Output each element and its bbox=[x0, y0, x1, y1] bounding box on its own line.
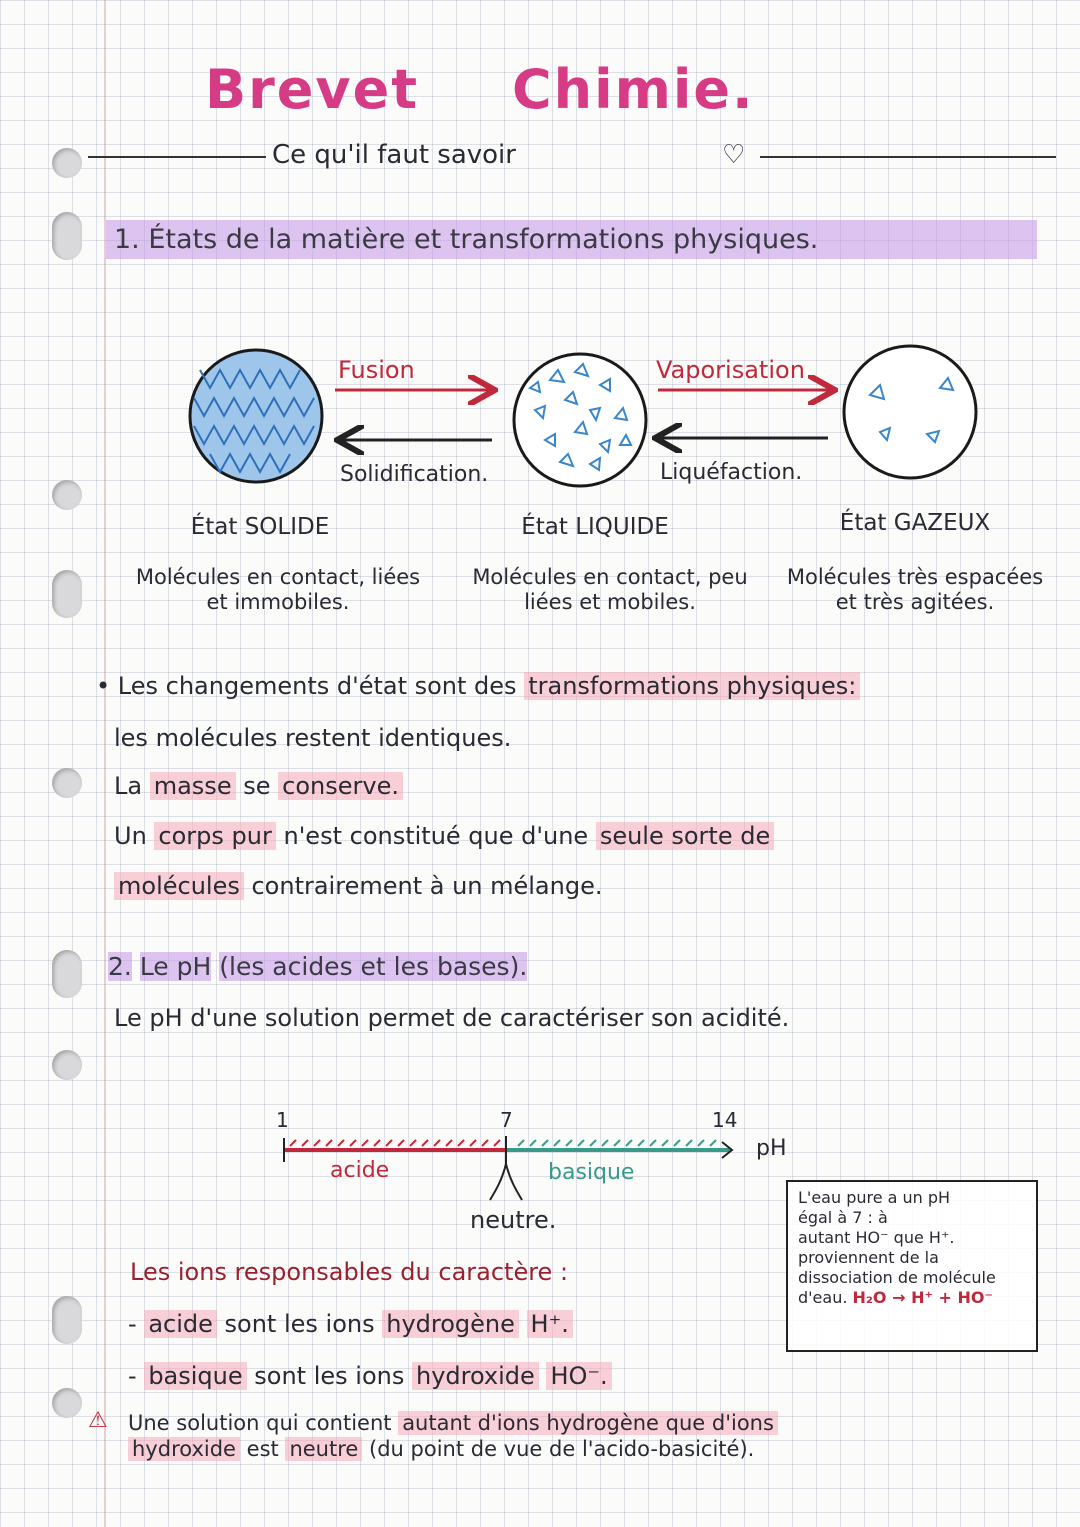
liquefaction-label: Liquéfaction. bbox=[660, 460, 803, 485]
neutral-label: neutre. bbox=[470, 1206, 557, 1234]
highlight-seule-sorte: seule sorte de bbox=[596, 822, 774, 850]
binder-hole bbox=[52, 570, 82, 618]
solid-circle bbox=[190, 350, 322, 482]
gas-circle bbox=[844, 346, 976, 478]
base-hatch bbox=[518, 1140, 716, 1146]
bullet-line-4 bbox=[114, 822, 774, 851]
vaporisation-label: Vaporisation bbox=[656, 356, 805, 384]
bullet-text-start: Les changements d'état sont des bbox=[117, 672, 517, 700]
text: sont les ions bbox=[254, 1362, 405, 1390]
binder-hole bbox=[52, 1296, 82, 1344]
warning-highlight: hydroxide bbox=[128, 1437, 240, 1461]
state-gas-description: Molécules très espacées et très agitées. bbox=[786, 565, 1044, 615]
binder-hole bbox=[52, 950, 82, 998]
heart-outline-icon: ♡ bbox=[722, 140, 746, 170]
ion-base-label: basique bbox=[144, 1362, 246, 1390]
text: est bbox=[246, 1437, 279, 1462]
text: se bbox=[243, 772, 271, 800]
text: n'est constitué que d'une bbox=[283, 822, 589, 850]
bullet-line-5 bbox=[114, 872, 602, 901]
box-line: L'eau pure a un pH bbox=[798, 1188, 951, 1207]
states-diagram bbox=[180, 340, 1060, 500]
state-liquid-description: Molécules en contact, peu liées et mobiles. bbox=[472, 565, 748, 615]
highlight-conserve: conserve. bbox=[278, 772, 403, 800]
dash: - bbox=[128, 1362, 137, 1390]
binder-hole bbox=[52, 768, 82, 798]
water-note-box bbox=[786, 1180, 1038, 1352]
dash: - bbox=[128, 1310, 137, 1338]
warning-text bbox=[128, 1410, 778, 1463]
text: Une solution qui contient bbox=[128, 1411, 392, 1435]
scale-mid-label: 7 bbox=[500, 1108, 513, 1132]
warning-highlight-neutre: neutre bbox=[285, 1437, 362, 1461]
text: Un bbox=[114, 822, 147, 850]
fusion-label: Fusion bbox=[338, 356, 415, 384]
neutral-pointer bbox=[490, 1164, 522, 1200]
state-liquid-name: État LIQUIDE bbox=[521, 514, 669, 540]
binder-hole bbox=[52, 148, 82, 178]
scale-min-label: 1 bbox=[276, 1108, 289, 1132]
section-2-title: Le pH bbox=[139, 952, 212, 981]
subtitle-rule-right bbox=[760, 156, 1056, 158]
warning-triangle-icon: ⚠ bbox=[88, 1408, 108, 1433]
box-line: autant HO⁻ que H⁺. bbox=[798, 1228, 955, 1247]
ion-acid-label: acide bbox=[144, 1310, 217, 1338]
liquid-circle bbox=[514, 354, 646, 486]
ion-base-symbol: HO⁻. bbox=[546, 1362, 611, 1390]
ion-acid-symbol: H⁺. bbox=[527, 1310, 573, 1338]
bullet-dot: • bbox=[96, 672, 111, 700]
base-label: basique bbox=[548, 1160, 635, 1185]
ion-acid-name: hydrogène bbox=[382, 1310, 519, 1338]
box-line: égal à 7 : à bbox=[798, 1208, 888, 1227]
section-1-heading: 1. États de la matière et transformations physiques. bbox=[106, 220, 1037, 259]
acid-hatch bbox=[290, 1140, 500, 1146]
ions-intro: Les ions responsables du caractère : bbox=[130, 1258, 569, 1286]
state-solid-description: Molécules en contact, liées et immobiles. bbox=[135, 565, 421, 615]
subtitle: Ce qu'il faut savoir bbox=[272, 140, 516, 170]
binder-hole bbox=[52, 1050, 82, 1080]
ion-base-line bbox=[128, 1362, 612, 1391]
warning-line-2 bbox=[128, 1436, 778, 1462]
highlight-corps-pur: corps pur bbox=[154, 822, 275, 850]
acid-label: acide bbox=[330, 1158, 390, 1183]
section-2-subtitle: (les acides et les bases). bbox=[219, 952, 528, 981]
text: (du point de vue de l'acido-basicité). bbox=[369, 1437, 755, 1462]
box-line-equation bbox=[798, 1288, 1026, 1308]
section-2-heading bbox=[100, 948, 535, 985]
scale-unit-label: pH bbox=[756, 1136, 787, 1161]
text: contrairement à un mélange. bbox=[251, 872, 603, 900]
text: sont les ions bbox=[224, 1310, 375, 1338]
highlight-masse: masse bbox=[150, 772, 236, 800]
warning-highlight: autant d'ions hydrogène que d'ions bbox=[398, 1411, 778, 1435]
ion-acid-line bbox=[128, 1310, 573, 1339]
box-line: d'eau. bbox=[798, 1288, 848, 1307]
ph-intro: Le pH d'une solution permet de caractériser son acidité. bbox=[114, 1004, 790, 1032]
bullet-line-1 bbox=[96, 672, 860, 701]
binder-hole bbox=[52, 212, 82, 260]
box-line: proviennent de la bbox=[798, 1248, 939, 1267]
warning-line-1 bbox=[128, 1410, 778, 1436]
state-solid-name: État SOLIDE bbox=[190, 514, 330, 540]
bullet-highlight: transformations physiques: bbox=[524, 672, 860, 700]
highlight-molecules: molécules bbox=[114, 872, 244, 900]
binder-hole bbox=[52, 1388, 82, 1418]
ion-base-name: hydroxide bbox=[412, 1362, 539, 1390]
section-2-number: 2. bbox=[108, 952, 132, 981]
subtitle-rule-left bbox=[88, 156, 266, 158]
box-line: dissociation de molécule bbox=[798, 1268, 996, 1287]
scale-max-label: 14 bbox=[712, 1108, 738, 1132]
binder-hole bbox=[52, 480, 82, 510]
bullet-line-2: les molécules restent identiques. bbox=[114, 724, 512, 752]
solidification-label: Solidification. bbox=[340, 462, 489, 487]
page-title-left: Brevet bbox=[205, 58, 420, 121]
state-gas-name: État GAZEUX bbox=[839, 510, 991, 536]
text: La bbox=[114, 772, 143, 800]
page-title-right: Chimie. bbox=[512, 58, 755, 121]
water-equation: H₂O → H⁺ + HO⁻ bbox=[852, 1288, 993, 1307]
bullet-line-3 bbox=[114, 772, 403, 801]
